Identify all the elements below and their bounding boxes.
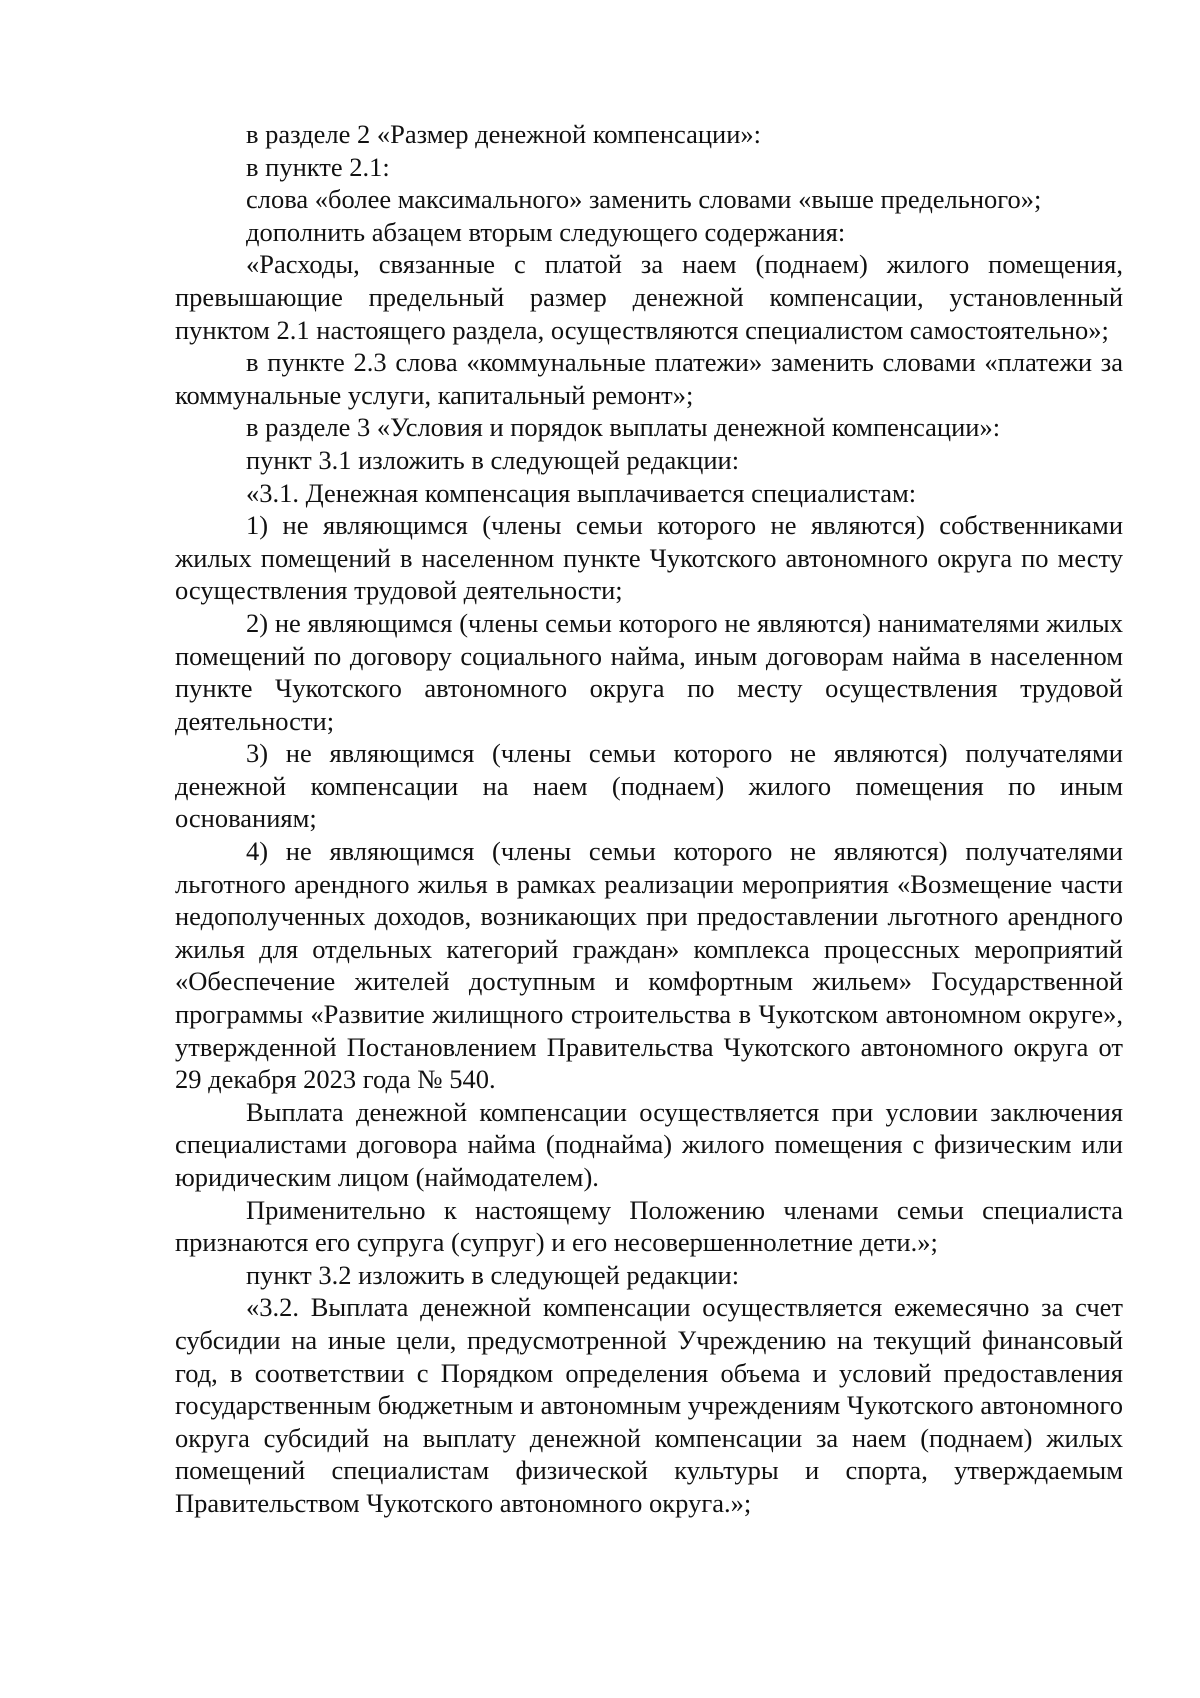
paragraph-clause-3-2: «3.2. Выплата денежной компенсации осуществляется ежемесячно за счет субсидии на иные цели, предусмотренной Учреждению на текущий финансовый год, в соответствии с Порядком определения объема и условий предоставления государственным бюджетным и автономным учреждениям Чукотского автономного округа субсидий на выплату денежной компенсации за наем (поднаем) жилых помещений специалистам физической культуры и спорта, утверждаемым Правительством Чукотского автономного округа.»; bbox=[175, 1292, 1123, 1518]
paragraph-replace-words: слова «более максимального» заменить словами «выше предельного»; bbox=[246, 184, 1042, 215]
paragraph-family-members: Применительно к настоящему Положению членами семьи специалиста признаются его супруга (супруг) и его несовершеннолетние дети.»; bbox=[175, 1194, 1123, 1258]
paragraph-item-2: 2) не являющимся (члены семьи которого не являются) нанимателями жилых помещений по договору социального найма, иным договорам найма в населенном пункте Чукотского автономного округа по месту осуществления трудовой деятельности; bbox=[175, 607, 1123, 736]
paragraph-item-1: 1) не являющимся (члены семьи которого не являются) собственниками жилых помещений в населенном пункте Чукотского автономного округа по месту осуществления трудовой деятельности; bbox=[175, 510, 1123, 606]
paragraph-expenses: «Расходы, связанные с платой за наем (поднаем) жилого помещения, превышающие предельный размер денежной компенсации, установленный пунктом 2.1 настоящего раздела, осуществляются специалистом самостоятельно»; bbox=[175, 249, 1123, 345]
paragraph-item-3: 3) не являющимся (члены семьи которого не являются) получателями денежной компенсации на наем (поднаем) жилого помещения по иным основаниям; bbox=[175, 738, 1123, 834]
paragraph-add-second-paragraph: дополнить абзацем вторым следующего содержания: bbox=[246, 216, 846, 247]
paragraph-section-2-heading: в разделе 2 «Размер денежной компенсации»: bbox=[246, 119, 762, 149]
paragraph-section-3-heading: в разделе 3 «Условия и порядок выплаты денежной компенсации»: bbox=[246, 412, 1001, 443]
paragraph-item-4: 4) не являющимся (члены семьи которого не являются) получателями льготного арендного жилья в рамках реализации мероприятия «Возмещение части недополученных доходов, возникающих при предоставлении льготного арендного жилья для отдельных категорий граждан» комплекса процессных мероприятий «Обеспечение жителей доступным и комфортным жильем» Государственной программы «Развитие жилищного строительства в Чукотском автономном округе», утвержденной Постановлением Правительства Чукотского автономного округа от 29 декабря 2023 года № 540. bbox=[175, 836, 1123, 1095]
paragraph-clause-3-1-intro: пункт 3.1 изложить в следующей редакции: bbox=[246, 444, 740, 475]
paragraph-payment-condition: Выплата денежной компенсации осуществляется при условии заключения специалистами договора найма (поднайма) жилого помещения с физическим или юридическим лицом (наймодателем). bbox=[175, 1096, 1123, 1192]
document-body bbox=[175, 118, 1123, 1520]
paragraph-clause-2-1: в пункте 2.1: bbox=[246, 151, 390, 182]
paragraph-clause-2-3: в пункте 2.3 слова «коммунальные платежи» заменить словами «платежи за коммунальные услуги, капитальный ремонт»; bbox=[175, 347, 1123, 410]
paragraph-clause-3-1: «3.1. Денежная компенсация выплачивается специалистам: bbox=[246, 477, 917, 508]
paragraph-clause-3-2-intro: пункт 3.2 изложить в следующей редакции: bbox=[246, 1259, 740, 1290]
